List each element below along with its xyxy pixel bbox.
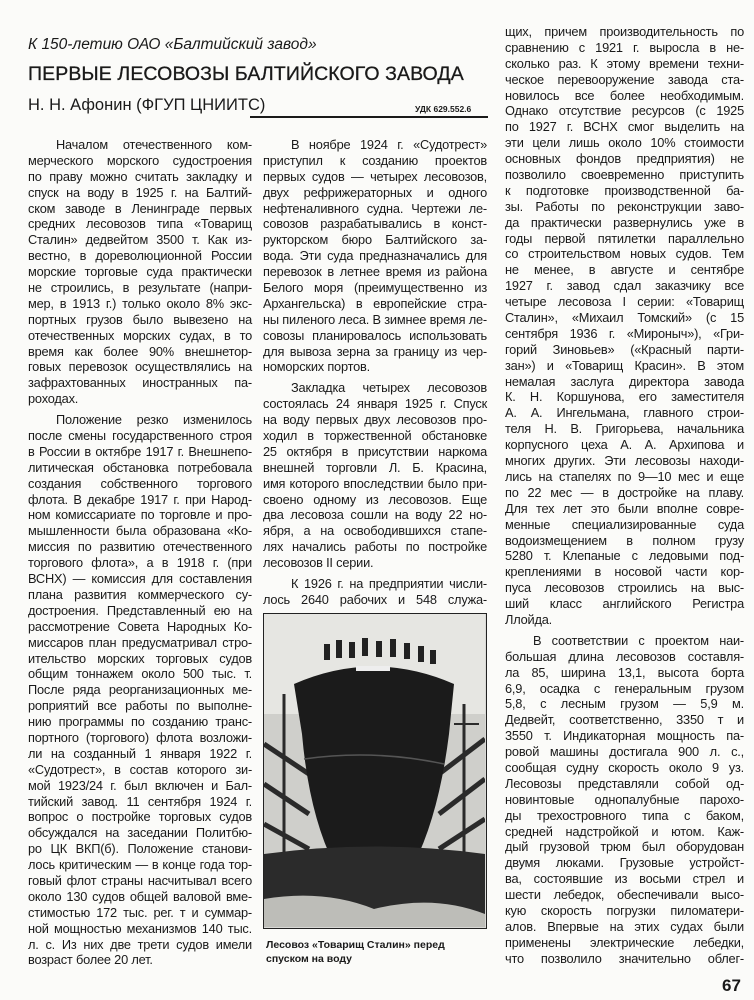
text-column-2 bbox=[263, 137, 487, 613]
text-line: Началом отечественного ком- bbox=[56, 137, 252, 152]
text-line: 5,8, с лесным грузом — 5,9 м. bbox=[505, 696, 744, 712]
text-line: состоялась 24 января 1925 г. Спуск bbox=[263, 396, 487, 412]
text-line: ший класс английского Регистра bbox=[505, 596, 744, 612]
paragraph bbox=[505, 633, 744, 967]
ship-photo bbox=[263, 613, 487, 929]
text-line: двух рефрижераторных и одного bbox=[263, 184, 487, 200]
text-line: совозы планировалось использовать bbox=[263, 327, 487, 343]
text-line: перевозок в летнее время из района bbox=[263, 264, 487, 280]
text-line: роприятий все работы по выполне- bbox=[28, 698, 252, 714]
text-line: миссия по развитию отечественного bbox=[28, 539, 252, 555]
text-line: После ряда реорганизационных ме- bbox=[28, 682, 252, 698]
text-line: в России в октябре 1917 г. Внешнепо- bbox=[28, 443, 252, 459]
text-line: общим тоннажем около 500 тыс. т. bbox=[28, 666, 252, 682]
text-line: отечественных морских судах, в то bbox=[28, 327, 252, 343]
text-line: сообщая судну скорость около 9 уз. bbox=[505, 759, 744, 775]
text-line: Положение резко изменилось bbox=[56, 412, 252, 428]
text-line: Для тех лет это были вполне совре- bbox=[505, 500, 744, 516]
text-line: нефтеналивного судна. Чертежи ле- bbox=[263, 200, 487, 216]
text-line: 5280 т. Клепаные с ледовыми под- bbox=[505, 548, 744, 564]
text-line: Ллойда. bbox=[505, 611, 553, 627]
paragraph bbox=[505, 24, 744, 628]
text-column-1 bbox=[28, 137, 252, 973]
text-line: 1927 г. завод сдал заказчику все bbox=[505, 278, 744, 294]
text-line: сравнению с 1921 г. выросла в не- bbox=[505, 39, 744, 55]
text-line: Закладка четырех лесовозов bbox=[291, 380, 487, 396]
text-line: совозов разрабатывались в конст- bbox=[263, 216, 487, 232]
text-line: лось критическим — в конце года тор- bbox=[28, 857, 252, 873]
text-line: л. с. Из них две трети судов имели bbox=[28, 936, 252, 952]
text-line: зы. Работы по реконструкции заво- bbox=[505, 198, 744, 214]
text-line: тийский завод. 11 сентября 1924 г. bbox=[28, 793, 252, 809]
author-rule bbox=[250, 116, 488, 118]
text-line: своено одному из лесовозов. Еще bbox=[263, 491, 487, 507]
text-line: не строились, в результате (напри- bbox=[28, 280, 252, 296]
text-line: не менее, в августе и сентябре bbox=[505, 262, 744, 278]
text-line: мой 1923/24 г. был включен и Бал- bbox=[28, 777, 252, 793]
text-line: Однако отсутствие ресурсов (с 1925 bbox=[505, 103, 744, 119]
text-line: Дедвейт, соответственно, 3350 т и bbox=[505, 712, 744, 728]
text-line: ября, а на освободившихся стапе- bbox=[263, 523, 487, 539]
text-line: двумя люками. Грузовые устройст- bbox=[505, 855, 744, 871]
text-line: 25 октября в присутствии наркома bbox=[263, 443, 487, 459]
text-line: создания собственного торгового bbox=[28, 475, 252, 491]
text-line: стимостью 172 тыс. рег. т и суммар- bbox=[28, 904, 252, 920]
photo-caption: Лесовоз «Товарищ Сталин» перед спуском на воду bbox=[266, 939, 445, 965]
paragraph bbox=[263, 380, 487, 571]
text-line: четыре лесовоза I серии: «Товарищ bbox=[505, 294, 744, 310]
text-line: ном комиссариате по торговле и про- bbox=[28, 507, 252, 523]
text-line: по 1927 г. ВСНХ смог выделить на bbox=[505, 119, 744, 135]
text-line: по праву можно считать закладку и bbox=[28, 168, 252, 184]
text-line: годы первой пятилетки параллельно bbox=[505, 230, 744, 246]
text-line: вестно, в дореволюционной России bbox=[28, 248, 252, 264]
text-line: менные специализированные суда bbox=[505, 516, 744, 532]
text-line: для вывоза зерна за границу из чер- bbox=[263, 343, 487, 359]
text-line: миссаров план предусматривал стро- bbox=[28, 634, 252, 650]
text-line: да практически развернулись уже в bbox=[505, 214, 744, 230]
text-line: время как более 90% внешнетор- bbox=[28, 343, 252, 359]
text-line: 6,9, осадка с генеральным грузом bbox=[505, 680, 744, 696]
text-line: лось 2640 рабочих и 548 служа- bbox=[263, 591, 487, 607]
text-line: после смены государственного строя bbox=[28, 428, 252, 444]
text-line: дый грузовой трюм был оборудован bbox=[505, 839, 744, 855]
text-line: сентября 1936 г. «Мироныч»), «Гри- bbox=[505, 325, 744, 341]
text-line: Сталин», «Михаил Томский» (с 15 bbox=[505, 310, 744, 326]
paragraph bbox=[263, 137, 487, 375]
text-line: Лесовозы представляли собой од- bbox=[505, 775, 744, 791]
text-line: ровой машины достигала 900 л. с., bbox=[505, 744, 744, 760]
paragraph bbox=[263, 576, 487, 608]
ship-photo-image bbox=[264, 614, 485, 927]
text-line: основных фондов предприятия) не bbox=[505, 151, 744, 167]
text-line: кую скорость погрузки пиломатери- bbox=[505, 902, 744, 918]
udc-code: УДК 629.552.6 bbox=[415, 104, 472, 114]
text-line: новилось все более необходимым. bbox=[505, 87, 744, 103]
text-line: плана развития коммерческого су- bbox=[28, 586, 252, 602]
text-line: обсуждался на заседании Политбю- bbox=[28, 825, 252, 841]
article-author: Н. Н. Афонин (ФГУП ЦНИИТС) bbox=[28, 96, 266, 114]
text-line: ВСНХ) — комиссия для составления bbox=[28, 571, 252, 587]
text-line: первых судов — четырех лесовозов, bbox=[263, 168, 487, 184]
text-line: многих других. Эти лесовозы находи- bbox=[505, 453, 744, 469]
text-line: ли на созданный 1 января 1922 г. bbox=[28, 745, 252, 761]
section-kicker: К 150-летию ОАО «Балтийский завод» bbox=[28, 36, 317, 53]
paragraph bbox=[28, 412, 252, 968]
text-column-3 bbox=[505, 24, 744, 972]
text-line: «Судотрест», в состав которого зи- bbox=[28, 761, 252, 777]
text-line: мер, в 1913 г.) только около 8% экс- bbox=[28, 295, 252, 311]
text-line: корпусного цеха А. А. Архипова и bbox=[505, 437, 744, 453]
text-line: говый флот страны насчитывал всего bbox=[28, 872, 252, 888]
paragraph bbox=[28, 137, 252, 407]
text-line: немалая заслуга директора завода bbox=[505, 373, 744, 389]
text-line: В ноябре 1924 г. «Судотрест» bbox=[291, 137, 487, 152]
text-line: внешней торговли Л. Б. Красина, bbox=[263, 459, 487, 475]
text-line: средних лесовозов типа «Товарищ bbox=[28, 216, 252, 232]
text-line: креплениями в носовой части кор- bbox=[505, 564, 744, 580]
text-line: теля Н. В. Григорьева, начальника bbox=[505, 421, 744, 437]
text-line: К. Н. Коршунова, его заместителя bbox=[505, 389, 744, 405]
text-line: зафрахтованных иностранных па- bbox=[28, 375, 252, 391]
text-line: к подготовке производственной ба- bbox=[505, 182, 744, 198]
text-line: флота. В декабре 1917 г. при Народ- bbox=[28, 491, 252, 507]
text-line: большая длина лесовозов составля- bbox=[505, 648, 744, 664]
text-line: Белого моря (преимущественно из bbox=[263, 280, 487, 296]
text-line: литическая обстановка потребовала bbox=[28, 459, 252, 475]
text-line: портного (торгового) флота возложи- bbox=[28, 729, 252, 745]
text-line: позволило своевременно приступить bbox=[505, 167, 744, 183]
text-line: нию программы по созданию транс- bbox=[28, 714, 252, 730]
text-line: ском заводе в Ленинграде первых bbox=[28, 200, 252, 216]
text-line: горий Зиновьев» («Красный парти- bbox=[505, 341, 744, 357]
text-line: рукторском бюро Балтийского за- bbox=[263, 232, 487, 248]
text-line: ительство морских торговых судов bbox=[28, 650, 252, 666]
text-line: морские торговые суда практически bbox=[28, 264, 252, 280]
text-line: алов. Впервые на этих судах были bbox=[505, 918, 744, 934]
text-line: Сталин» дедвейтом 3500 т. Как из- bbox=[28, 232, 252, 248]
text-line: роходах. bbox=[28, 391, 79, 407]
text-line: В соответствии с проектом наи- bbox=[533, 632, 744, 648]
text-line: торгового флота», а в 1918 г. (при bbox=[28, 555, 252, 571]
text-line: вопрос о постройке торговых судов bbox=[28, 809, 252, 825]
text-line: лесовозов II серии. bbox=[263, 555, 374, 571]
text-line: применены электрические лебедки, bbox=[505, 934, 744, 950]
text-line: ческое перевооружение завода ста- bbox=[505, 71, 744, 87]
text-line: мышленности была образована «Ко- bbox=[28, 523, 252, 539]
text-line: мерческого морского судостроения bbox=[28, 152, 252, 168]
text-line: ной мощностью механизмов 140 тыс. bbox=[28, 920, 252, 936]
text-line: на воду первых двух лесовозов про- bbox=[263, 412, 487, 428]
text-line: рассмотрение Совета Народных Ко- bbox=[28, 618, 252, 634]
text-line: ды трехостровного типа с баком, bbox=[505, 807, 744, 823]
text-line: имя которого впоследствии было при- bbox=[263, 475, 487, 491]
text-line: эти цели лишь около 10% стоимости bbox=[505, 135, 744, 151]
text-line: номорских портов. bbox=[263, 359, 370, 375]
text-line: два лесовоза сошли на воду 22 но- bbox=[263, 507, 487, 523]
text-line: ходил в торжественной обстановке bbox=[263, 428, 487, 444]
article-title: ПЕРВЫЕ ЛЕСОВОЗЫ БАЛТИЙСКОГО ЗАВОДА bbox=[28, 63, 464, 85]
text-line: средней надстройкой и ютом. Каж- bbox=[505, 823, 744, 839]
text-line: щих, причем производительность по bbox=[505, 24, 744, 39]
text-line: ва, состоявшие из восьми стрел и bbox=[505, 871, 744, 887]
text-line: К 1926 г. на предприятии числи- bbox=[291, 576, 487, 592]
text-line: со строительством новых судов. Тем bbox=[505, 246, 744, 262]
text-line: приступил к созданию проектов bbox=[263, 152, 487, 168]
text-line: новинтовые однопалубные парохо- bbox=[505, 791, 744, 807]
text-line: пуса лесовозов строились на выс- bbox=[505, 580, 744, 596]
text-line: ро ЦК ВКП(б). Положение станови- bbox=[28, 841, 252, 857]
text-line: водоизмещением в полном грузу bbox=[505, 532, 744, 548]
text-line: что позволило значительно облег- bbox=[505, 950, 744, 966]
text-line: ны пиленого леса. В зимнее время ле- bbox=[263, 311, 487, 327]
text-line: сколько раз. К этому времени техни- bbox=[505, 55, 744, 71]
text-line: вода. Эти суда предназначались для bbox=[263, 248, 487, 264]
text-line: около 130 судов общей валовой вме- bbox=[28, 888, 252, 904]
text-line: говых перевозок осуществлялись на bbox=[28, 359, 252, 375]
text-line: достроения. Представленный ею на bbox=[28, 602, 252, 618]
text-line: возраст более 20 лет. bbox=[28, 952, 153, 968]
text-line: Архангельска) в европейские стра- bbox=[263, 295, 487, 311]
text-line: шести лебедок, обеспечивали высо- bbox=[505, 887, 744, 903]
text-line: портных грузов было вывезено на bbox=[28, 311, 252, 327]
text-line: зан») и «Товарищ Красин». В этом bbox=[505, 357, 744, 373]
text-line: по 22 мес — в достройке на плаву. bbox=[505, 484, 744, 500]
text-line: ла 85, ширина 13,1, высота борта bbox=[505, 664, 744, 680]
text-line: лях начались работы по постройке bbox=[263, 539, 487, 555]
page-number: 67 bbox=[722, 976, 741, 995]
text-line: спуск на воду в 1925 г. на Балтий- bbox=[28, 184, 252, 200]
text-line: 3550 т. Индикаторная мощность па- bbox=[505, 728, 744, 744]
text-line: лись на стапелях по 9—10 мес и еще bbox=[505, 468, 744, 484]
text-line: А. А. Ингельмана, главного строи- bbox=[505, 405, 744, 421]
